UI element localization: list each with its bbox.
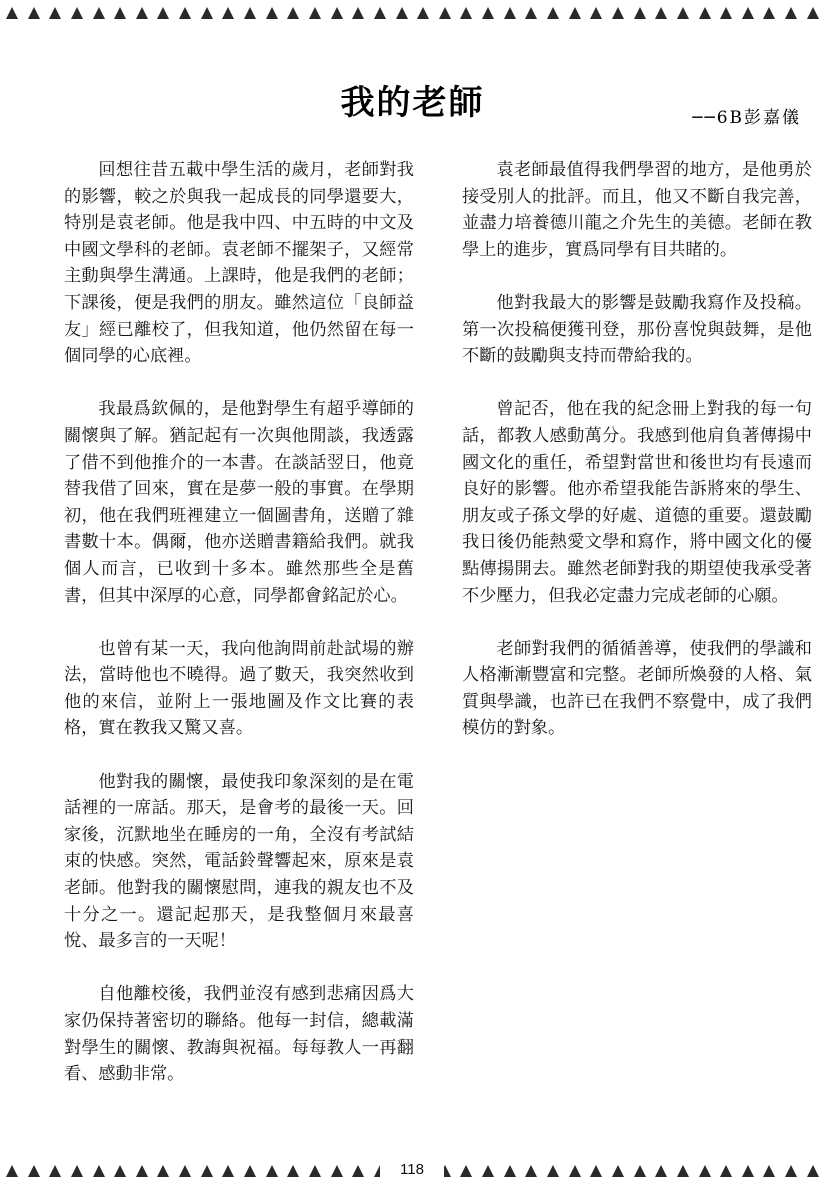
- triangle-ornament-icon: [266, 7, 278, 19]
- triangle-ornament-icon: [71, 1165, 83, 1177]
- triangle-ornament-icon: [655, 7, 667, 19]
- right-column: [462, 157, 812, 769]
- author-byline: ──6B彭嘉儀: [692, 108, 801, 128]
- triangle-ornament-icon: [590, 7, 602, 19]
- triangle-ornament-icon: [352, 1165, 364, 1177]
- triangle-ornament-icon: [287, 7, 299, 19]
- triangle-ornament-icon: [244, 1165, 256, 1177]
- triangle-ornament-icon: [742, 7, 754, 19]
- triangle-ornament-icon: [309, 1165, 321, 1177]
- triangle-ornament-icon: [6, 1165, 18, 1177]
- triangle-ornament-icon: [114, 7, 126, 19]
- triangle-ornament-icon: [201, 7, 213, 19]
- triangle-ornament-icon: [590, 1165, 602, 1177]
- triangle-ornament-icon: [460, 7, 472, 19]
- triangle-ornament-icon: [699, 7, 711, 19]
- triangle-ornament-icon: [396, 7, 408, 19]
- triangle-ornament-icon: [612, 1165, 624, 1177]
- triangle-ornament-icon: [6, 7, 18, 19]
- triangle-ornament-icon: [201, 1165, 213, 1177]
- paragraph: 老師對我們的循循善導，使我們的學識和人格漸漸豐富和完整。老師所煥發的人格、氣質與學識，也許已在我們不察覺中，成了我們模仿的對象。: [462, 638, 812, 739]
- triangle-ornament-icon: [677, 1165, 689, 1177]
- triangle-ornament-icon: [331, 1165, 343, 1177]
- triangle-ornament-icon: [807, 1165, 819, 1177]
- paragraph: 回想往昔五載中學生活的歲月，老師對我的影響，較之於與我一起成長的同學還要大，特別是袁老師。他是我中四、中五時的中文及中國文學科的老師。袁老師不擺架子，又經常主動與學生溝通。上課時，他是我們的老師；下課後，便是我們的朋友。雖然這位「良師益友」經已離校了，但我知道，他仍然留在每一個同學的心底裡。: [64, 160, 414, 367]
- triangle-ornament-icon: [742, 1165, 754, 1177]
- triangle-ornament-icon: [439, 7, 451, 19]
- triangle-ornament-icon: [547, 1165, 559, 1177]
- triangle-ornament-icon: [331, 7, 343, 19]
- triangle-ornament-icon: [569, 1165, 581, 1177]
- triangle-ornament-icon: [807, 7, 819, 19]
- left-column: [64, 157, 414, 1114]
- triangle-ornament-icon: [28, 1165, 40, 1177]
- top-border-decoration: [0, 2, 825, 24]
- triangle-ornament-icon: [763, 1165, 775, 1177]
- triangle-ornament-icon: [266, 1165, 278, 1177]
- triangle-ornament-icon: [179, 1165, 191, 1177]
- triangle-ornament-icon: [222, 7, 234, 19]
- paragraph: 自他離校後，我們並沒有感到悲痛因爲大家仍保持著密切的聯絡。他每一封信，總載滿對學生的關懷、教誨與祝福。每每教人一再翻看、感動非常。: [64, 984, 414, 1085]
- triangle-ornament-icon: [71, 7, 83, 19]
- triangle-ornament-icon: [114, 1165, 126, 1177]
- page-number: 118: [380, 1158, 444, 1182]
- triangle-ornament-icon: [136, 7, 148, 19]
- triangle-ornament-icon: [179, 7, 191, 19]
- triangle-ornament-icon: [49, 1165, 61, 1177]
- triangle-ornament-icon: [504, 1165, 516, 1177]
- triangle-ornament-icon: [93, 7, 105, 19]
- triangle-ornament-icon: [157, 1165, 169, 1177]
- triangle-ornament-icon: [547, 7, 559, 19]
- paragraph: 他對我的關懷，最使我印象深刻的是在電話裡的一席話。那天，是會考的最後一天。回家後，沉默地坐在睡房的一角，全沒有考試結束的快感。突然，電話鈴聲響起來，原來是袁老師。他對我的關懷慰問，連我的親友也不及十分之一。還記起那天，是我整個月來最喜悅、最多言的一天呢！: [64, 771, 414, 952]
- triangle-ornament-icon: [634, 1165, 646, 1177]
- triangle-ornament-icon: [374, 7, 386, 19]
- triangle-ornament-icon: [569, 7, 581, 19]
- triangle-ornament-icon: [287, 1165, 299, 1177]
- paragraph: 曾記否，他在我的紀念冊上對我的每一句話，都教人感動萬分。我感到他肩負著傳揚中國文化的重任，希望對當世和後世均有長遠而良好的影響。他亦希望我能告訴將來的學生、朋友或子孫文學的好處、道德的重要。還鼓勵我日後仍能熱愛文學和寫作，將中國文化的優點傳揚開去。雖然老師對我的期望使我承受著不少壓力，但我必定盡力完成老師的心願。: [462, 399, 812, 606]
- triangle-ornament-icon: [244, 7, 256, 19]
- triangle-ornament-icon: [28, 7, 40, 19]
- triangle-ornament-icon: [525, 7, 537, 19]
- triangle-ornament-icon: [93, 1165, 105, 1177]
- triangle-ornament-icon: [699, 1165, 711, 1177]
- triangle-ornament-icon: [49, 7, 61, 19]
- triangle-ornament-icon: [720, 1165, 732, 1177]
- triangle-ornament-icon: [504, 7, 516, 19]
- triangle-ornament-icon: [460, 1165, 472, 1177]
- triangle-ornament-icon: [720, 7, 732, 19]
- triangle-ornament-icon: [482, 7, 494, 19]
- triangle-ornament-icon: [136, 1165, 148, 1177]
- paragraph: 袁老師最值得我們學習的地方，是他勇於接受別人的批評。而且，他又不斷自我完善，並盡力培養德川龍之介先生的美德。老師在教學上的進步，實爲同學有目共睹的。: [462, 160, 812, 260]
- triangle-ornament-icon: [417, 7, 429, 19]
- triangle-ornament-icon: [634, 7, 646, 19]
- triangle-ornament-icon: [157, 7, 169, 19]
- triangle-ornament-icon: [785, 1165, 797, 1177]
- triangle-ornament-icon: [222, 1165, 234, 1177]
- triangle-ornament-icon: [655, 1165, 667, 1177]
- triangle-ornament-icon: [612, 7, 624, 19]
- paragraph: 我最爲欽佩的，是他對學生有超乎導師的關懷與了解。猶記起有一次與他閒談，我透露了借不到他推介的一本書。在談話翌日，他竟替我借了回來，實在是夢一般的事實。在學期初，他在我們班裡建立一個圖書角，送贈了雜書數十本。偶爾，他亦送贈書籍給我們。就我個人而言，已收到十多本。雖然那些全是舊書，但其中深厚的心意，同學都會銘記於心。: [64, 399, 414, 606]
- triangle-ornament-icon: [352, 7, 364, 19]
- triangle-ornament-icon: [525, 1165, 537, 1177]
- triangle-ornament-icon: [785, 7, 797, 19]
- triangle-ornament-icon: [309, 7, 321, 19]
- triangle-ornament-icon: [482, 1165, 494, 1177]
- page-title: 我的老師: [340, 82, 485, 123]
- paragraph: 他對我最大的影響是鼓勵我寫作及投稿。第一次投稿便獲刊登，那份喜悅與鼓舞，是他不斷的鼓勵與支持而帶給我的。: [462, 292, 812, 367]
- triangle-ornament-icon: [763, 7, 775, 19]
- paragraph: 也曾有某一天，我向他詢問前赴試場的辦法，當時他也不曉得。過了數天，我突然收到他的來信，並附上一張地圖及作文比賽的表格，實在教我又驚又喜。: [64, 638, 414, 739]
- triangle-ornament-icon: [677, 7, 689, 19]
